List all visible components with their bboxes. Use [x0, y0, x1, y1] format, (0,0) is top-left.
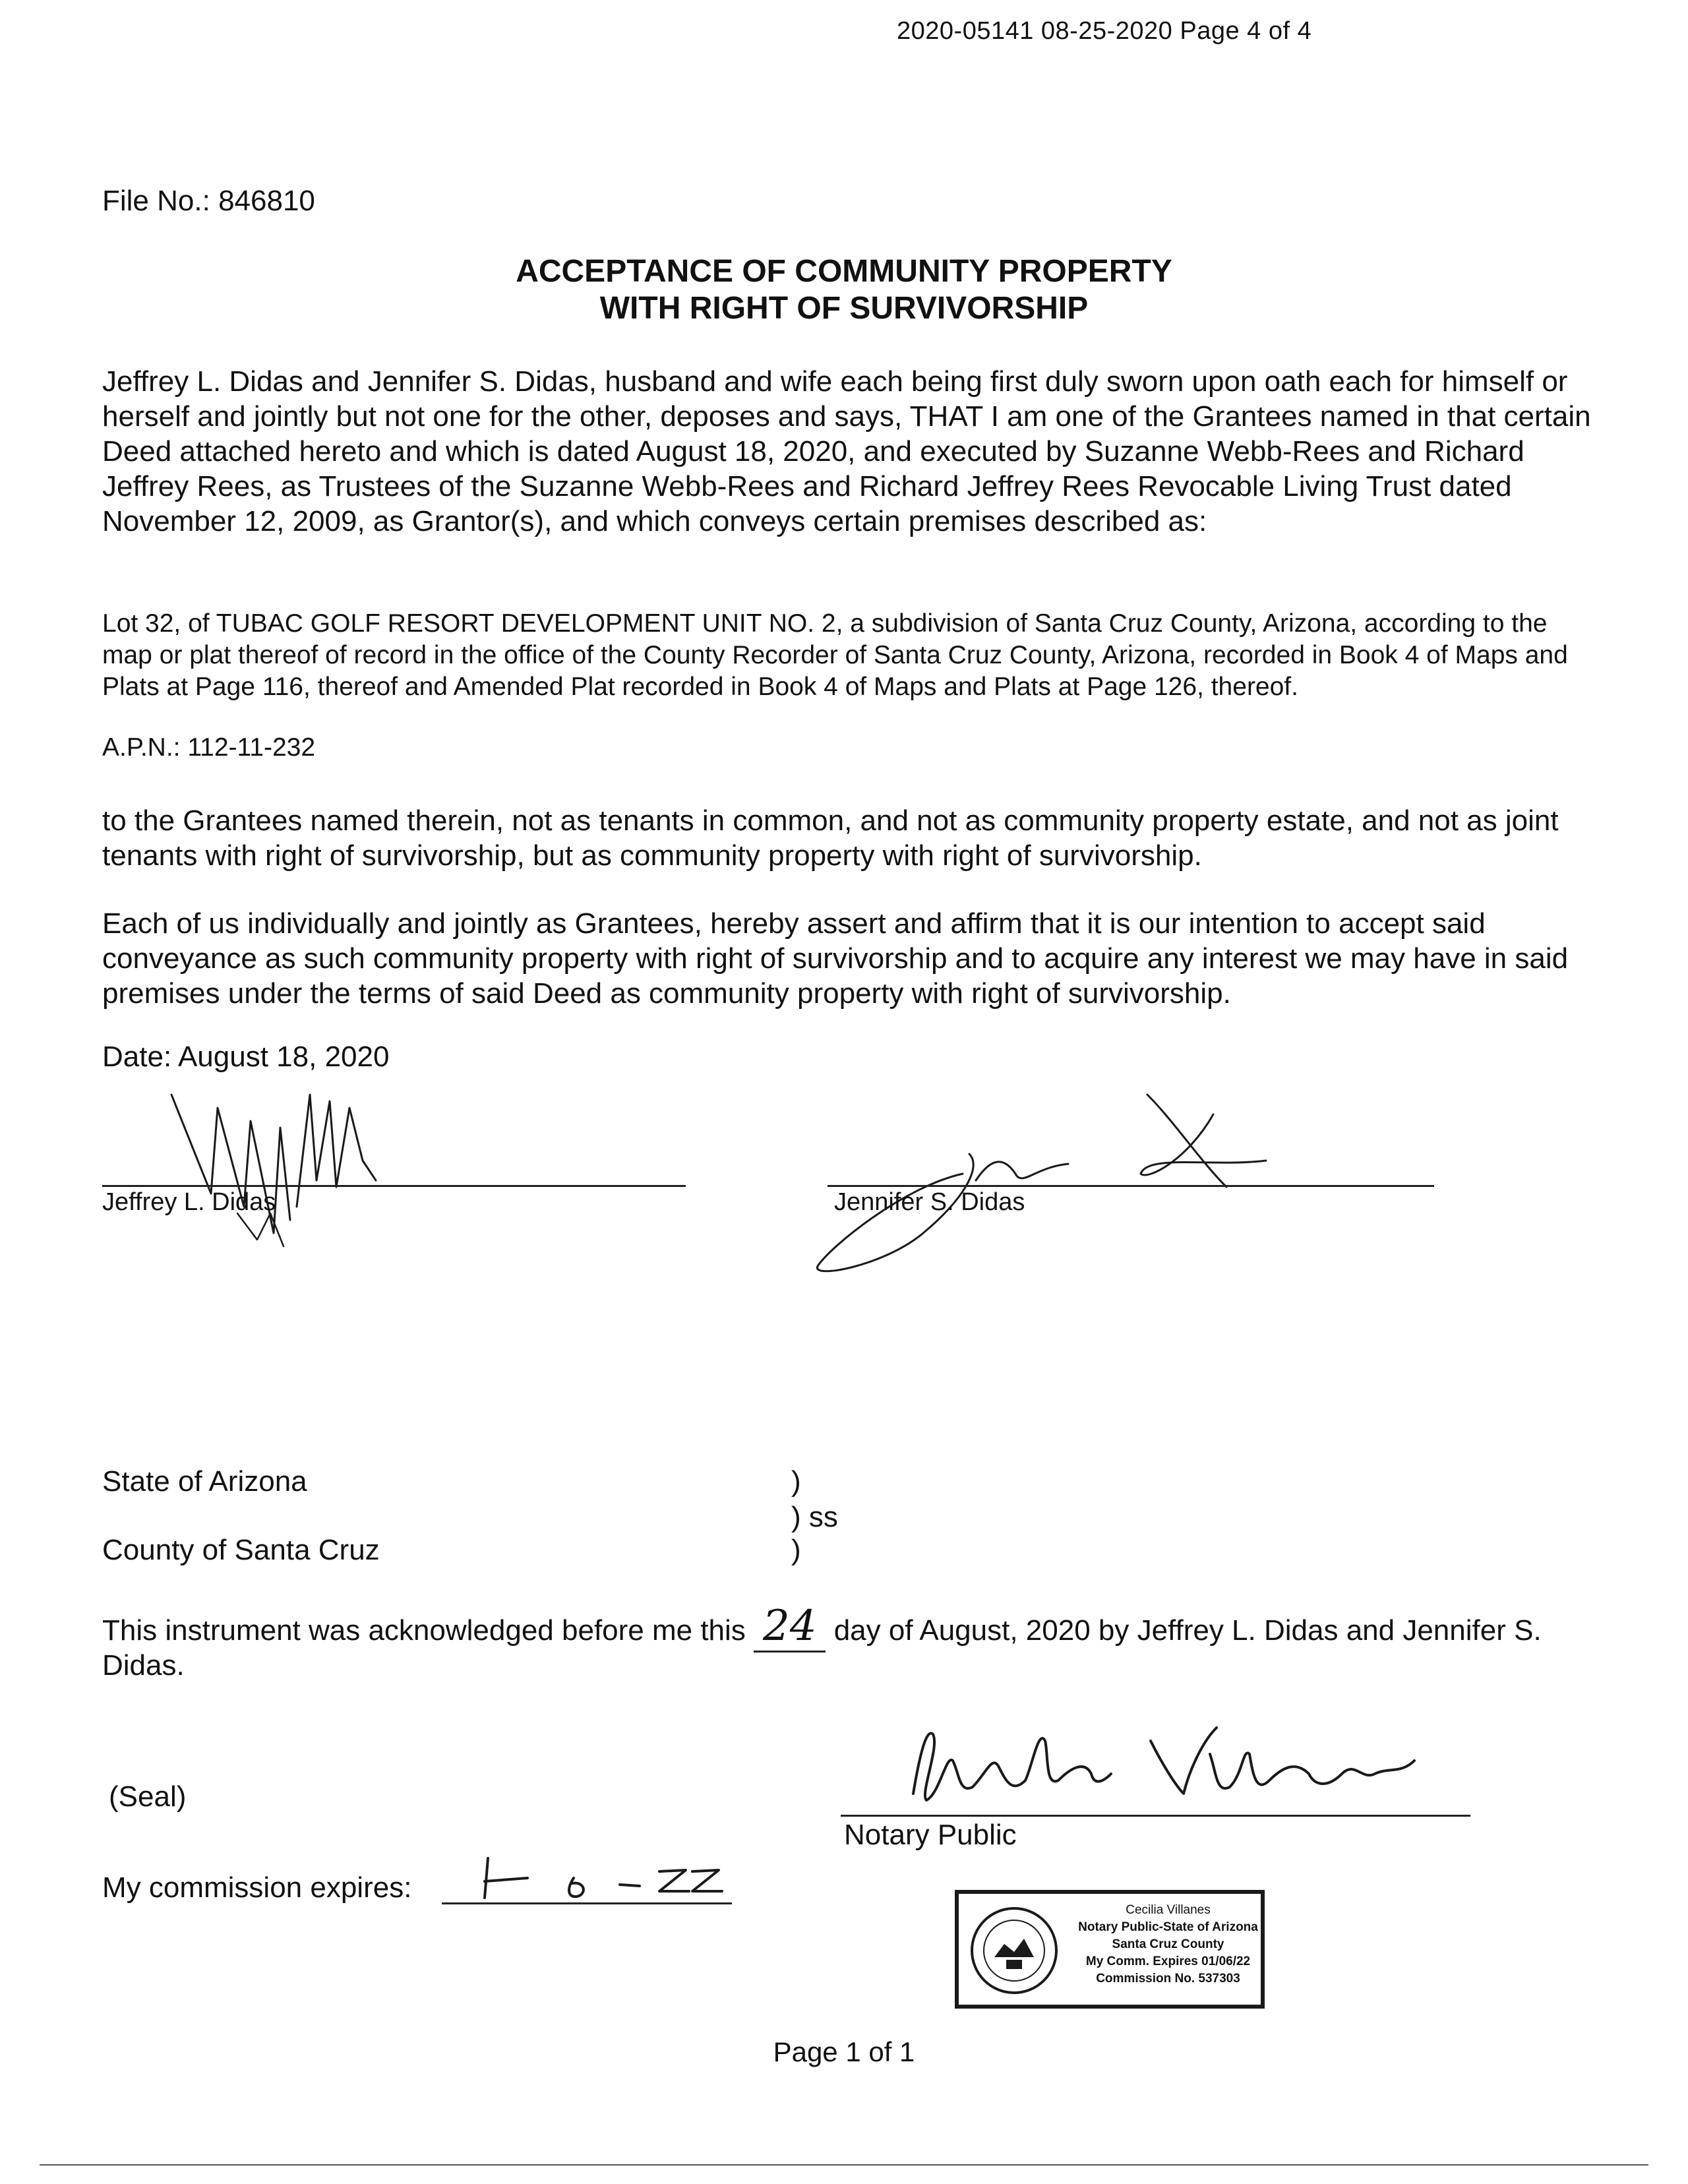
signer-name-jeffrey: Jeffrey L. Didas [102, 1188, 276, 1216]
jeffrey-signature [158, 1081, 435, 1253]
ack-day-handwritten: 24 [754, 1602, 826, 1653]
recording-info: 2020-05141 08-25-2020 Page 4 of 4 [897, 17, 1312, 45]
file-number-line [102, 185, 315, 218]
document-title [0, 253, 1688, 327]
ack-text-after: day of August, 2020 by Jeffrey L. Didas and Jennifer S. Didas. [102, 1614, 1542, 1682]
title-line-2: WITH RIGHT OF SURVIVORSHIP [599, 291, 1089, 326]
venue-ss: ) ss [791, 1501, 838, 1533]
signature-line-jeffrey [102, 1185, 686, 1187]
stamp-expiration: My Comm. Expires 01/06/22 [1085, 1955, 1251, 1968]
jennifer-signature [804, 1081, 1306, 1279]
seal-label: (Seal) [109, 1780, 187, 1813]
opening-paragraph: Jeffrey L. Didas and Jennifer S. Didas, husband and wife each being first duly sworn upon oath each for himself or herself and jointly but not one for the other, deposes and says, THAT I am one of the Grantees named in that certain Deed attached hereto and which is dated August 18, 2020, and executed by Suzanne Webb-Rees and Richard Jeffrey Rees, as Trustees of the Suzanne Webb-Rees and Richard Jeffrey Rees Revocable Living Trust dated November 12, 2009, as Grantor(s), and which conveys certain premises described as: [102, 365, 1591, 537]
arizona-seal-icon [968, 1904, 1060, 1997]
notary-stamp [955, 1890, 1265, 2009]
grantees-paragraph: to the Grantees named therein, not as tenants in common, and not as community property estate, and not as joint tenants with right of survivorship, but as community property with right of survivorship. [102, 804, 1559, 872]
affirmation-paragraph: Each of us individually and jointly as Grantees, hereby assert and affirm that it is our intention to accept said conveyance as such community property with right of survivorship and to acquire any interest we may have in said premises under the terms of said Deed as community property with right of survivorship. [102, 907, 1569, 1010]
ack-text-before: This instrument was acknowledged before me this [102, 1614, 754, 1647]
stamp-commission-number: Commission No. 537303 [1096, 1972, 1240, 1986]
venue-paren-top: ) [791, 1465, 801, 1498]
signature-date: Date: August 18, 2020 [102, 1041, 390, 1073]
acknowledgment-statement [102, 1602, 1592, 1683]
notary-signature-line [841, 1815, 1470, 1817]
venue-state: State of Arizona [102, 1465, 307, 1498]
venue-county: County of Santa Cruz [102, 1534, 380, 1566]
stamp-county: Santa Cruz County [1112, 1937, 1224, 1951]
commission-expires-label: My commission expires: [102, 1871, 412, 1904]
stamp-notary-title: Notary Public-State of Arizona [1078, 1920, 1258, 1934]
notary-signature [900, 1714, 1441, 1813]
title-line-1: ACCEPTANCE OF COMMUNITY PROPERTY [516, 254, 1172, 289]
file-number-label: File No.: [102, 185, 210, 217]
signer-name-jennifer: Jennifer S. Didas [834, 1188, 1025, 1216]
stamp-text [1074, 1902, 1262, 1987]
commission-date-line [442, 1902, 732, 1904]
venue-paren-bottom: ) [791, 1534, 801, 1566]
legal-description: Lot 32, of TUBAC GOLF RESORT DEVELOPMENT UNIT NO. 2, a subdivision of Santa Cruz County, Arizona, according to the map or plat thereof of record in the office of the County Recorder of Santa Cruz County, Arizona, recorded in Book 4 of Maps and Plats at Page 116, thereof and Amended Plat recorded in Book 4 of Maps and Plats at Page 126, thereof. [102, 609, 1568, 701]
apn-number: A.P.N.: 112-11-232 [102, 733, 316, 762]
commission-date-handwritten [468, 1852, 745, 1904]
file-number-value: 846810 [218, 185, 315, 217]
stamp-notary-name: Cecilia Villanes [1126, 1903, 1211, 1917]
page-number: Page 1 of 1 [773, 2036, 915, 2067]
notary-public-label: Notary Public [844, 1819, 1017, 1851]
bottom-rule [40, 2164, 1648, 2166]
signature-line-jennifer [828, 1185, 1434, 1187]
